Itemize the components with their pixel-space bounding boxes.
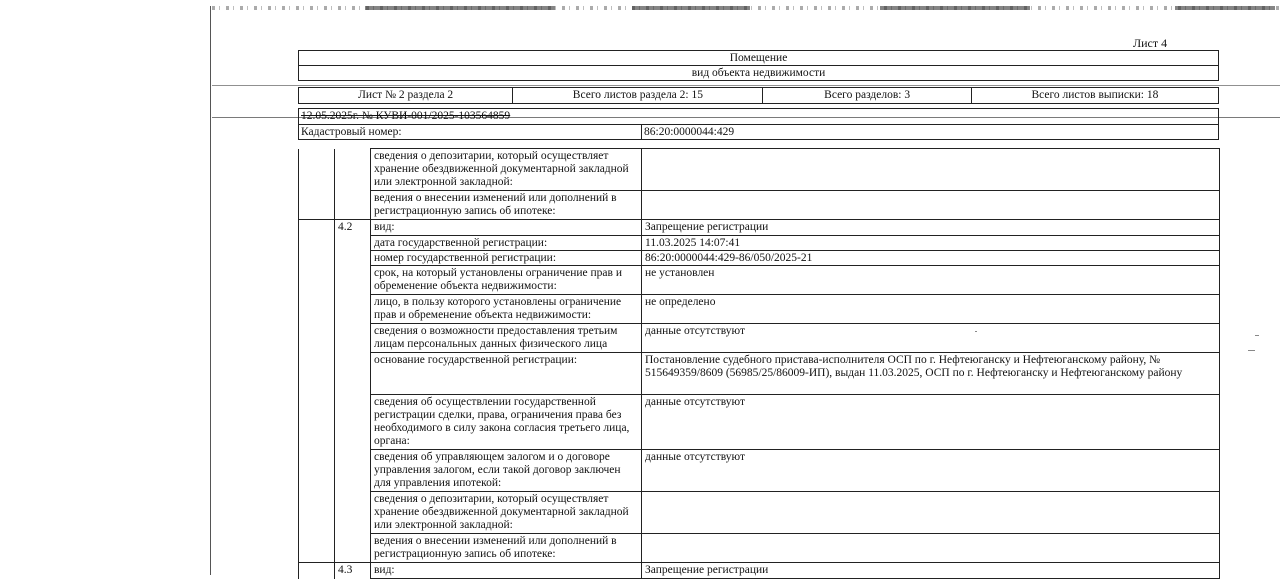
- table-row: [299, 191, 1220, 220]
- section-sheets-total: Всего листов раздела 2: 15: [513, 88, 763, 103]
- row-label: сведения о возможности предоставления третьим лицам персональных данных физического лица: [371, 324, 642, 353]
- row-value: не определено: [642, 295, 1220, 324]
- table-row: [299, 295, 1220, 324]
- row-value: [642, 191, 1220, 220]
- table-row: [299, 236, 1220, 251]
- row-label: сведения о депозитарии, который осуществляет хранение обездвиженной документарной закладной или электронной закладной:: [371, 149, 642, 191]
- section-header: [298, 108, 1219, 140]
- table-row: [299, 534, 1220, 563]
- table-row: [299, 492, 1220, 534]
- table-row: [299, 149, 1220, 191]
- row-label: вид:: [371, 220, 642, 236]
- row-label: ведения о внесении изменений или дополнений в регистрационную запись об ипотеке:: [371, 191, 642, 220]
- scan-speck: [1255, 335, 1259, 336]
- scan-artifact: [365, 6, 555, 10]
- row-value: [642, 149, 1220, 191]
- table-row: [299, 266, 1220, 295]
- row-number: 4.3: [335, 563, 371, 579]
- row-value: данные отсутствуют: [642, 395, 1220, 450]
- table-row: [299, 353, 1220, 395]
- row-label: номер государственной регистрации:: [371, 251, 642, 266]
- row-label: основание государственной регистрации:: [371, 353, 642, 395]
- table-row: [299, 251, 1220, 266]
- row-label: срок, на который установлены ограничение прав и обременение объекта недвижимости:: [371, 266, 642, 295]
- table-row: [299, 563, 1220, 579]
- sheet-info-row: [298, 87, 1219, 104]
- table-row: [299, 324, 1220, 353]
- sheet-of-section: Лист № 2 раздела 2: [299, 88, 513, 103]
- row-value: данные отсутствуют: [642, 450, 1220, 492]
- scan-speck: [975, 331, 977, 332]
- scan-artifact: [632, 6, 750, 10]
- scan-edge-left: [210, 6, 211, 575]
- table-row: [299, 220, 1220, 236]
- table-row: [299, 450, 1220, 492]
- row-label: вид:: [371, 563, 642, 579]
- cadastral-value: 86:20:0000044:429: [644, 126, 735, 138]
- row-value: не установлен: [642, 266, 1220, 295]
- row-value: Запрещение регистрации: [642, 563, 1220, 579]
- table-row: [299, 395, 1220, 450]
- scan-line: [212, 85, 1280, 86]
- divider: [641, 125, 642, 140]
- sheet-number: Лист 4: [1133, 36, 1168, 50]
- cadastral-label: Кадастровый номер:: [301, 126, 402, 138]
- encumbrance-table: [298, 148, 1220, 579]
- extract-sheets-total: Всего листов выписки: 18: [1031, 89, 1159, 101]
- row-label: сведения об управляющем залогом и о договоре управления залогом, если такой договор заключен для управления ипотекой:: [371, 450, 642, 492]
- row-value: [642, 492, 1220, 534]
- scan-artifact: [1175, 6, 1275, 10]
- row-value: 86:20:0000044:429-86/050/2025-21: [642, 251, 1220, 266]
- scan-artifact: [880, 6, 1030, 10]
- row-number: 4.2: [335, 220, 371, 236]
- scan-speck: [1248, 350, 1255, 351]
- object-title: Помещение: [298, 50, 1219, 66]
- row-label: дата государственной регистрации:: [371, 236, 642, 251]
- sections-total: Всего разделов: 3: [763, 88, 971, 103]
- extract-date-number: 12.05.2025г. № КУВИ-001/2025-103564859: [301, 110, 511, 122]
- row-label: ведения о внесении изменений или дополнений в регистрационную запись об ипотеке:: [371, 534, 642, 563]
- row-label: лицо, в пользу которого установлены ограничение прав и обременение объекта недвижимости:: [371, 295, 642, 324]
- row-label: сведения об осуществлении государственной регистрации сделки, права, ограничения права без необходимого в силу закона согласия третьего лица, органа:: [371, 395, 642, 450]
- row-value: Постановление судебного пристава-исполнителя ОСП по г. Нефтеюганску и Нефтеюганскому району, № 515649359/8609 (56985/25/86009-ИП), выдан 11.03.2025, ОСП по г. Нефтеюганску и Нефтеюганскому району: [642, 353, 1220, 395]
- object-kind: вид объекта недвижимости: [298, 66, 1219, 81]
- row-value: данные отсутствуют: [642, 324, 1220, 353]
- row-value: 11.03.2025 14:07:41: [642, 236, 1220, 251]
- divider: [299, 124, 1218, 125]
- row-value: Запрещение регистрации: [642, 220, 1220, 236]
- row-label: сведения о депозитарии, который осуществляет хранение обездвиженной документарной закладной или электронной закладной:: [371, 492, 642, 534]
- row-value: [642, 534, 1220, 563]
